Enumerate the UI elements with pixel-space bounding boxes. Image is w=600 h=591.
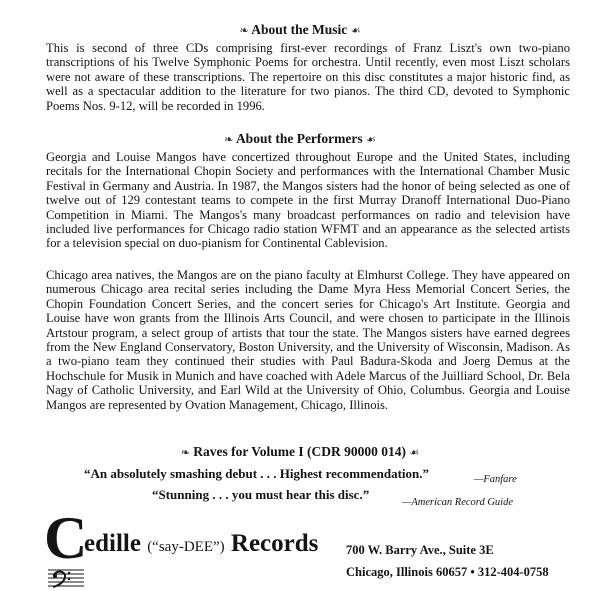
rave-quote-2: “Stunning . . . you must hear this disc.” — [152, 487, 370, 502]
rave-source-1: —Fanfare — [474, 474, 517, 485]
logo-initial: C — [44, 505, 88, 571]
about-performers-title: About the Performers — [235, 131, 363, 146]
logo-name: edille — [84, 530, 141, 557]
performers-paragraph-1: Georgia and Louise Mangos have concertized throughout Europe and the United States, including recitals for the International Chopin Society and performances with the International Chamber Music Festival in Germany and Austria. In 1987, the Mangos sisters had the honor of being selected as one of twelve out of 129 contestant teams to compete in the first Murray Dranoff International Duo-Piano Competition in Miami. The Mangos's many broadcast performances on radio and television have included live performances for Chicago radio station WFMT and an appearance as the selected artists for a television special on duo-pianism for Continental Cablevision. — [46, 150, 570, 251]
address-line-2: Chicago, Illinois 60657 • 312-404-0758 — [346, 565, 549, 579]
rave-quote-1: “An absolutely smashing debut . . . Highest recommendation.” — [84, 466, 430, 481]
logo-records: Records — [230, 530, 319, 557]
rave-source-2: —American Record Guide — [402, 497, 513, 508]
scroll-ornament-right-icon: ☙ — [350, 25, 361, 37]
scroll-ornament-left-icon: ❧ — [224, 134, 234, 146]
address-line-1: 700 W. Barry Ave., Suite 3E — [346, 543, 494, 557]
label-address — [346, 539, 549, 583]
scroll-ornament-right-icon: ☙ — [409, 447, 420, 459]
cedille-records-logo — [44, 505, 344, 588]
about-music-text: This is second of three CDs comprising first-ever recordings of Franz Liszt's own two-piano transcriptions of his Twelve Symphonic Poems for orchestra. Until recently, even most Liszt scholars were not aware of these transcriptions. The repertoire on this disc constitutes a major historic find, as well as a spectacular addition to the literature for two pianos. The third CD, devoted to Symphonic Poems Nos. 9-12, will be recorded in 1996. — [46, 41, 570, 113]
scroll-ornament-left-icon: ❧ — [239, 25, 249, 37]
about-music-heading — [0, 22, 600, 39]
bass-clef-staff-icon — [48, 568, 84, 588]
raves-title: Raves for Volume I (CDR 90000 014) — [193, 444, 407, 459]
scroll-ornament-left-icon: ❧ — [180, 447, 190, 459]
about-performers-heading — [0, 131, 600, 148]
logo-pronunciation: (“say-DEE”) — [147, 539, 225, 555]
raves-heading — [0, 444, 600, 461]
performers-paragraph-2: Chicago area natives, the Mangos are on the piano faculty at Elmhurst College. They have appeared on numerous Chicago area recital series including the Dame Myra Hess Memorial Concert Series, the Chopin Foundation Concert Series, and the concert series for Chicago's Art Institute. Georgia and Louise have won grants from the Illinois Arts Council, and were chosen to participate in the Illinois Artstour program, a select group of artists that tour the state. The Mangos sisters have earned degrees from the New England Conservatory, Boston University, and the University of Wisconsin, Madison. As a two-piano team they continued their studies with Paul Badura-Skoda and Joerg Demus at the Hochschule for Musik in Munich and have coached with Adele Marcus of the Juilliard School, Dr. Bela Nagy of Catholic University, and Earl Wild at the University of Ohio, Columbus. Georgia and Louise Mangos are represented by Ovation Management, Chicago, Illinois. — [46, 268, 570, 412]
logo-wordmark — [84, 530, 318, 558]
about-music-title: About the Music — [251, 22, 348, 37]
scroll-ornament-right-icon: ☙ — [366, 134, 376, 146]
